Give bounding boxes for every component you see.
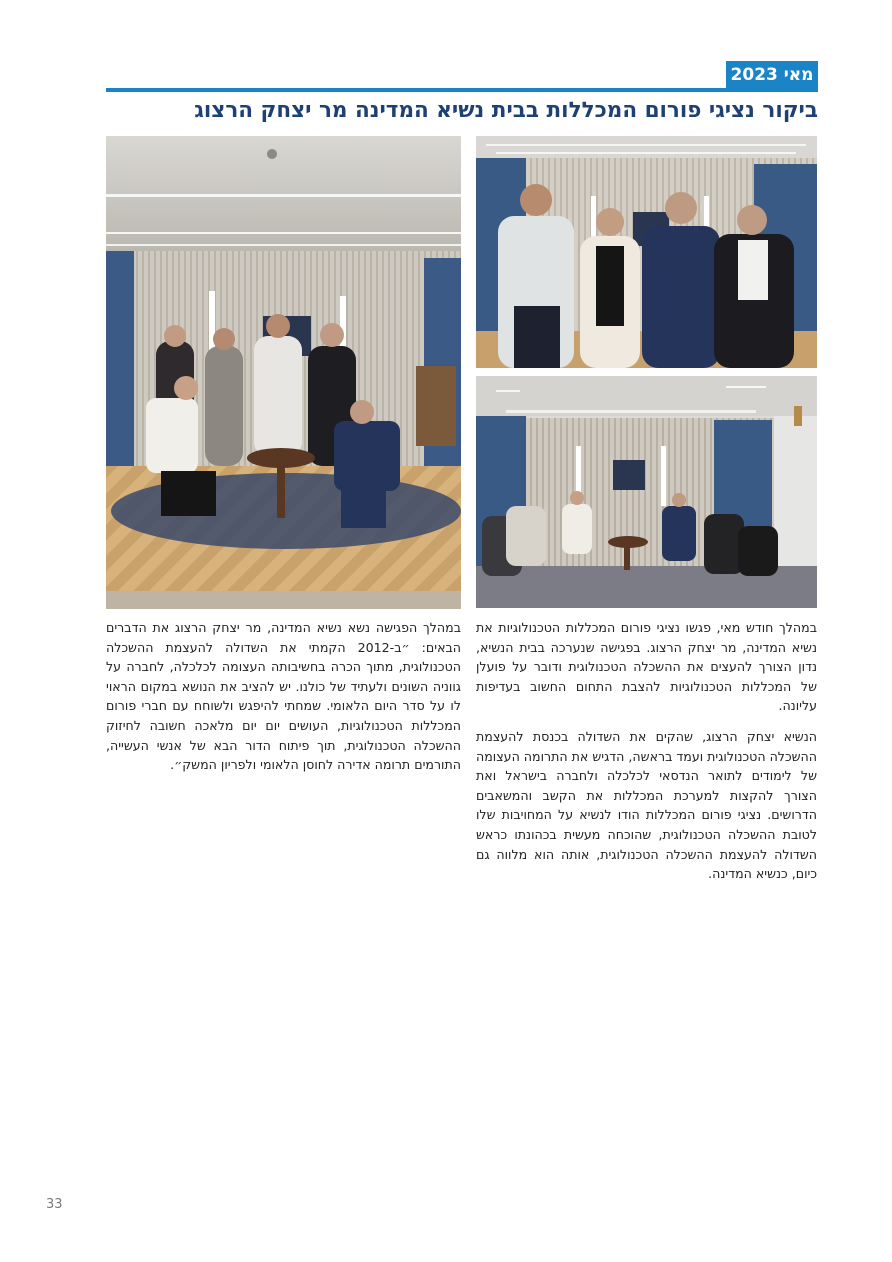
- page-title: ביקור נציגי פורום המכללות בבית נשיא המדינה מר יצחק הרצוג: [194, 98, 818, 123]
- page-number: 33: [46, 1197, 63, 1212]
- article-paragraph: במהלך הפגישה נשא נשיא המדינה, מר יצחק הרצוג את הדברים הבאים: ״ב-2012 הקמתי את השדולה להעצמת ההשכלה הטכנולוגית, מתוך הכרה בחשיבותה העצומה לכלכלה, לחברה על גווניה השונים ולעתיד של כולנו. יש להציב את הנושא במקום הראוי לו על סדר היום הלאומי. שמחתי להיפגש ולשוחח עם חברי פורום המכללות הטכנולוגיות, העושים יום יום מלאכה חשובה לחיזוק ההשכלה הטכנולוגית, תוך פיתוח הדור הבא של אנשי העשייה, התורמים תרומה אדירה לחוסן הלאומי ולפריון המשק״.: [106, 620, 461, 773]
- group-photo-standing: [476, 136, 817, 368]
- article-right-column: [476, 618, 817, 895]
- group-photo-seated: [106, 136, 461, 609]
- article-left-column: [106, 618, 461, 786]
- meeting-photo: [476, 376, 817, 608]
- group-photo-standing-image: [476, 136, 817, 368]
- header-rule: [106, 88, 818, 92]
- article-paragraph: הנשיא יצחק הרצוג, שהקים את השדולה בכנסת להעצמת ההשכלה הטכנולוגית ועמד בראשה, הדגיש את התרומה העצומה של לימודים לתואר הנדסאי לכלכלה ולחברה בישראל ואת הצורך להקצות למערכת המכללות את הקשב והמשאבים הדרושים. נציגי פורום המכללות הודו לנשיא על המחויבות שלו לטובת ההשכלה הטכנולוגית, שהוכחה מעשית בכהונתו כראש השדולה להעצמת ההשכלה הטכנולוגית, אותה הוא מלווה גם כיום, כנשיא המדינה.: [476, 728, 817, 882]
- article-paragraph: במהלך חודש מאי, פגשו נציגי פורום המכללות הטכנולוגיות את נשיא המדינה, מר יצחק הרצוג. בפגישה שנערכה בבית הנשיא, נדון הצורך להעצים את ההשכלה הטכנולוגית ודובר על פועלן של המכללות הטכנולוגיות להצבת התחום החשוב בעדיפות עליונה.: [476, 620, 817, 714]
- date-badge: מאי 2023: [726, 61, 818, 89]
- group-photo-seated-image: [106, 136, 461, 609]
- meeting-photo-image: [476, 376, 817, 608]
